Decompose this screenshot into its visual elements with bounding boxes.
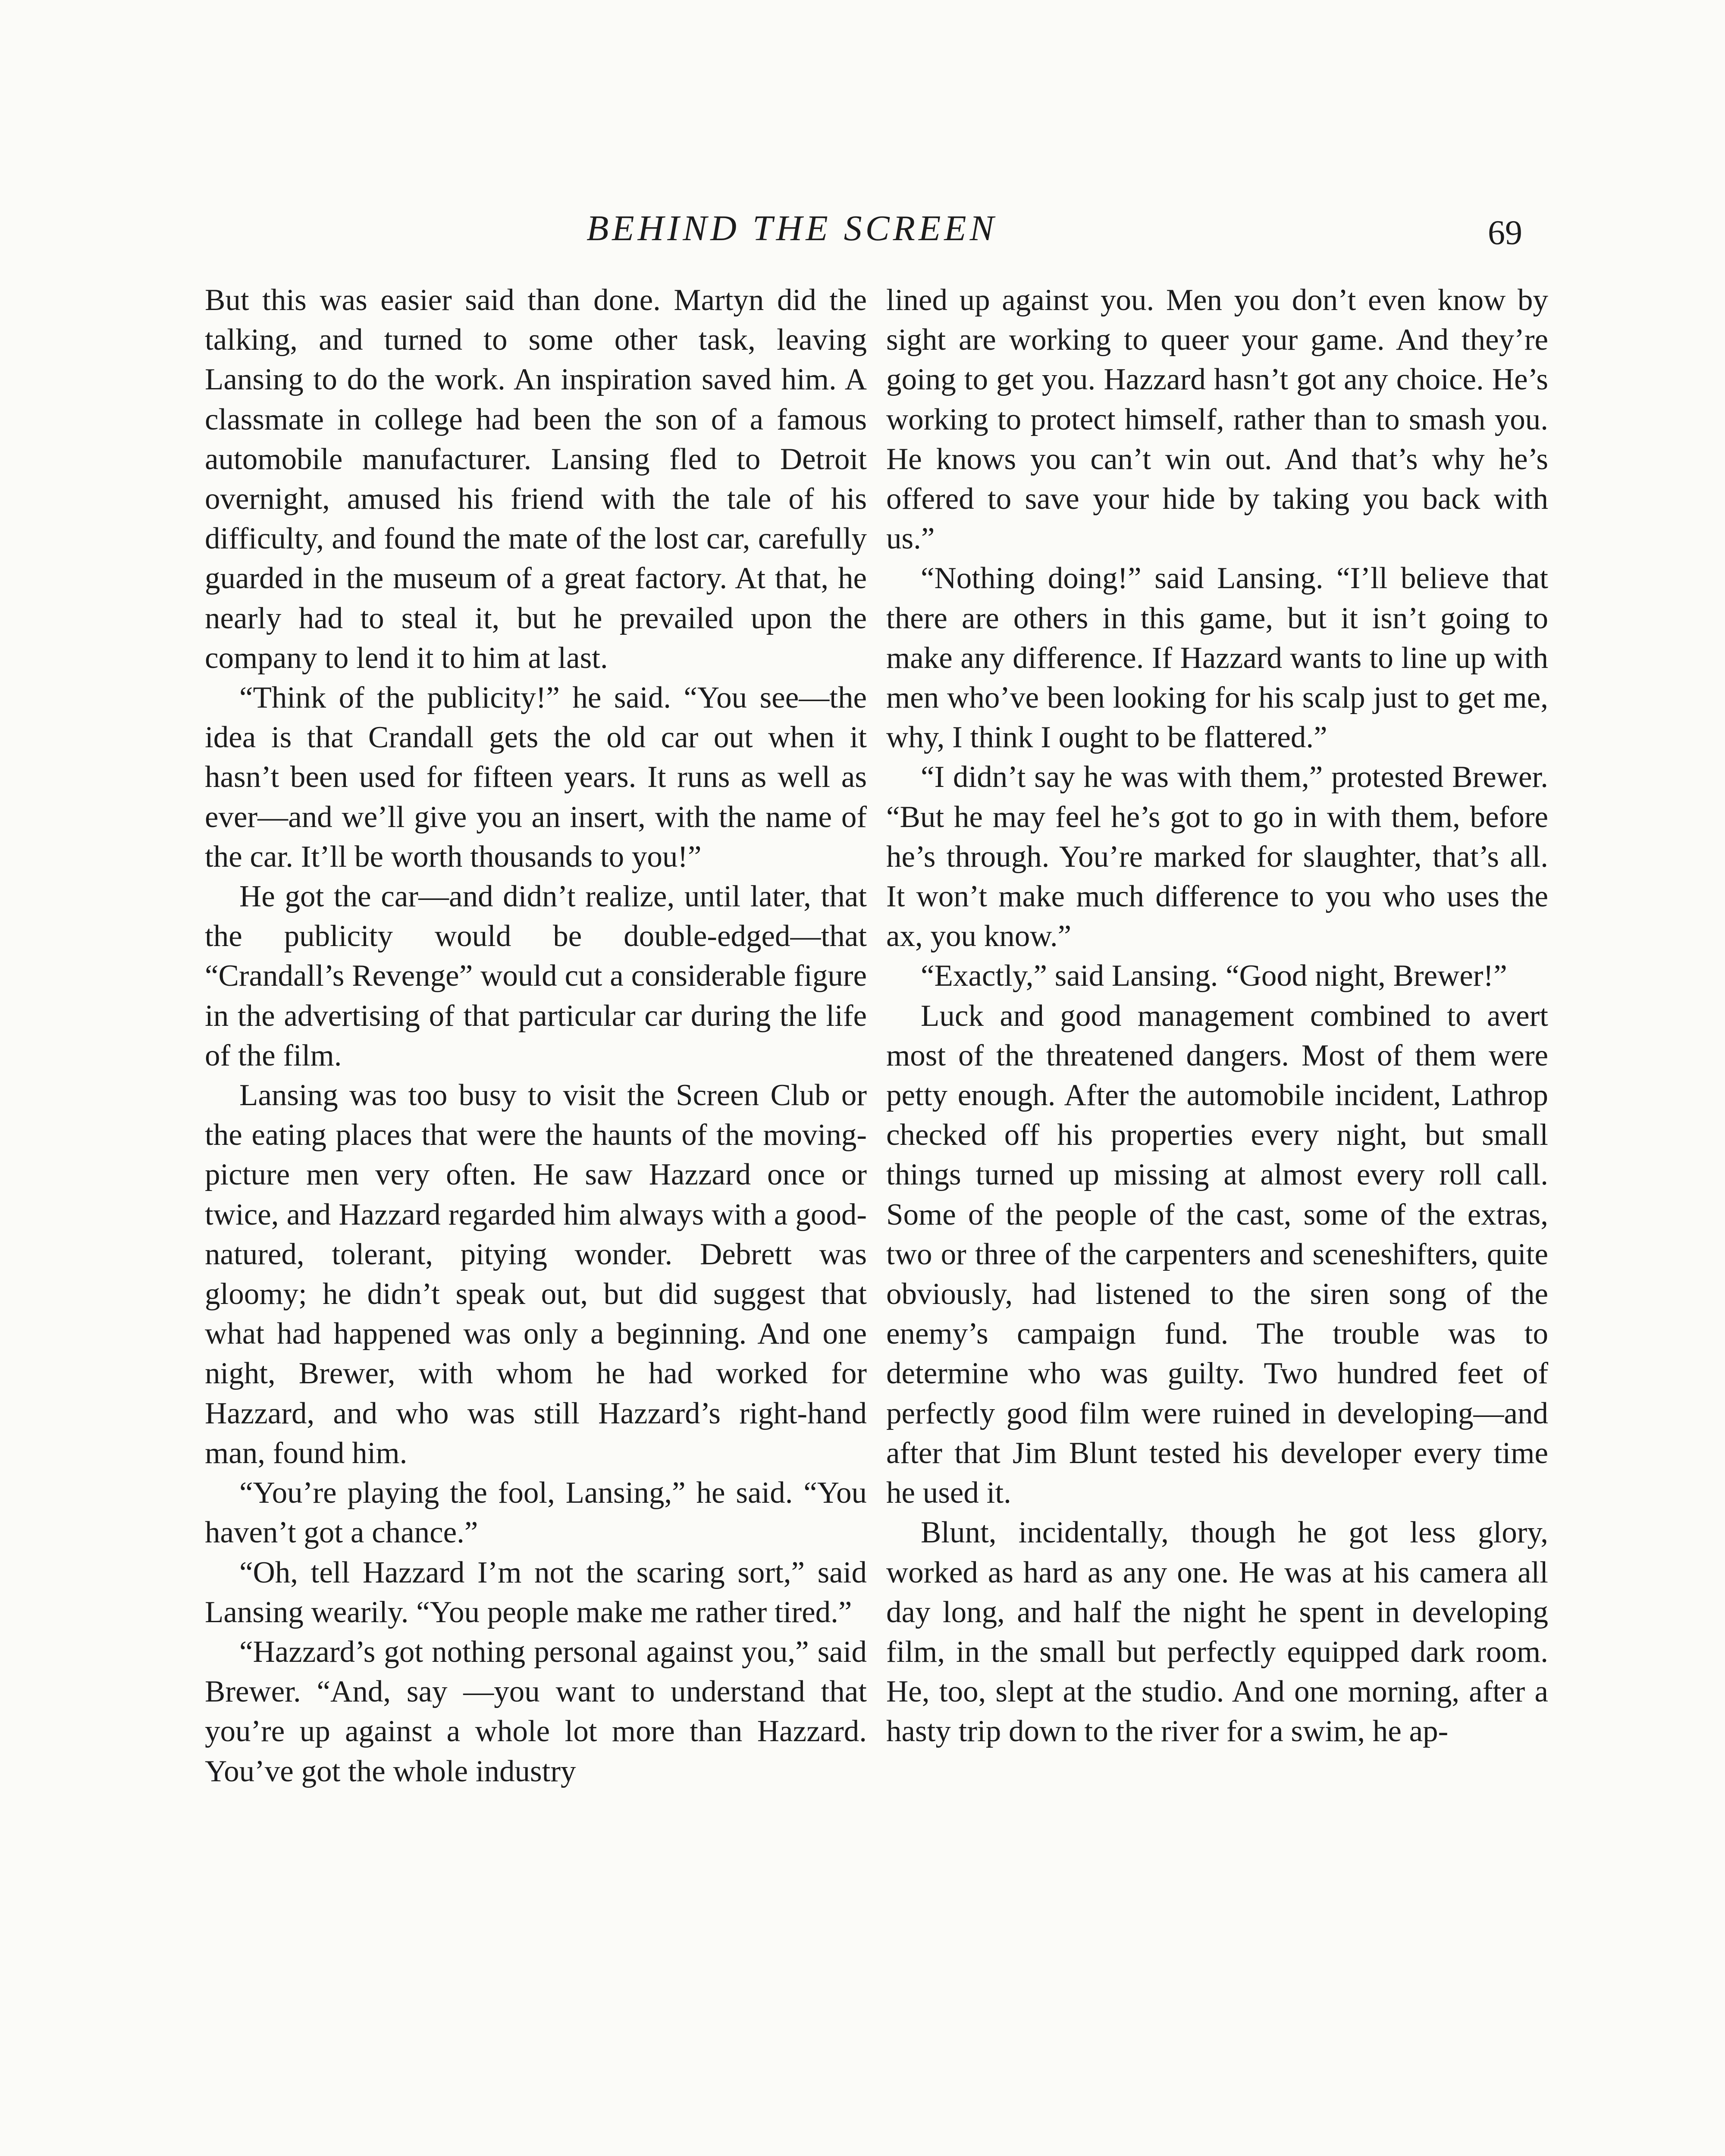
paragraph: “Hazzard’s got nothing personal against you,” said Brewer. “And, say —you want to understand that you’re up against a whole lot more than Hazzard. You’ve got the whole industry xyxy=(205,1635,867,1788)
running-head-title: BEHIND THE SCREEN xyxy=(586,208,997,248)
paragraph: “Exactly,” said Lansing. “Good night, Brewer!” xyxy=(921,959,1507,993)
left-text-column xyxy=(205,280,867,1791)
paragraph: Luck and good management combined to avert most of the threatened dangers. Most of them were petty enough. After the automobile incident, Lathrop checked off his properties every night, but small things turned up missing at almost every roll call. Some of the people of the cast, some of the extras, two or three of the carpenters and sceneshifters, quite obviously, had listened to the siren song of the enemy’s campaign fund. The trouble was to determine who was guilty. Two hundred feet of perfectly good film were ruined in developing—and after that Jim Blunt tested his developer every time he used it. xyxy=(886,999,1548,1510)
paragraph: Lansing was too busy to visit the Screen Club or the eating places that were the haunts of the moving-picture men very often. He saw Hazzard once or twice, and Hazzard regarded him always with a good-natured, tolerant, pitying wonder. Debrett was gloomy; he didn’t speak out, but did suggest that what had happened was only a beginning. And one night, Brewer, with whom he had worked for Hazzard, and who was still Hazzard’s right-hand man, found him. xyxy=(205,1078,867,1470)
paragraph: He got the car—and didn’t realize, until later, that the publicity would be double-edged—that “Crandall’s Revenge” would cut a considerable figure in the advertising of that particular car during the life of the film. xyxy=(205,880,867,1072)
page-number: 69 xyxy=(1488,214,1522,252)
paragraph: “Think of the publicity!” he said. “You see—the idea is that Crandall gets the old car out when it hasn’t been used for fifteen years. It runs as well as ever—and we’ll give you an insert, with the name of the car. It’ll be worth thousands to you!” xyxy=(205,681,867,874)
paragraph: lined up against you. Men you don’t even know by sight are working to queer your game. And they’re going to get you. Hazzard hasn’t got any choice. He’s working to protect himself, rather than to smash you. He knows you can’t win out. And that’s why he’s offered to save your hide by taking you back with us.” xyxy=(886,283,1548,556)
paragraph: “Nothing doing!” said Lansing. “I’ll believe that there are others in this game, but it isn’t going to make any difference. If Hazzard wants to line up with men who’ve been looking for his scalp just to get me, why, I think I ought to be flattered.” xyxy=(886,561,1548,755)
running-head xyxy=(0,203,1725,254)
paragraph: “You’re playing the fool, Lansing,” he said. “You haven’t got a chance.” xyxy=(205,1476,867,1550)
paragraph: “Oh, tell Hazzard I’m not the scaring sort,” said Lansing wearily. “You people make me rather tired.” xyxy=(205,1555,867,1629)
paragraph: “I didn’t say he was with them,” protested Brewer. “But he may feel he’s got to go in with them, before he’s through. You’re marked for slaughter, that’s all. It won’t make much difference to you who uses the ax, you know.” xyxy=(886,760,1548,953)
paragraph: But this was easier said than done. Martyn did the talking, and turned to some other task, leaving Lansing to do the work. An inspiration saved him. A classmate in college had been the son of a famous automobile manufacturer. Lansing fled to Detroit overnight, amused his friend with the tale of his difficulty, and found the mate of the lost car, carefully guarded in the museum of a great factory. At that, he nearly had to steal it, but he prevailed upon the company to lend it to him at last. xyxy=(205,283,867,675)
right-text-column xyxy=(886,280,1548,1752)
paragraph: Blunt, incidentally, though he got less glory, worked as hard as any one. He was at his camera all day long, and half the night he spent in developing film, in the small but perfectly equipped dark room. He, too, slept at the studio. And one morning, after a hasty trip down to the river for a swim, he ap- xyxy=(886,1516,1548,1749)
